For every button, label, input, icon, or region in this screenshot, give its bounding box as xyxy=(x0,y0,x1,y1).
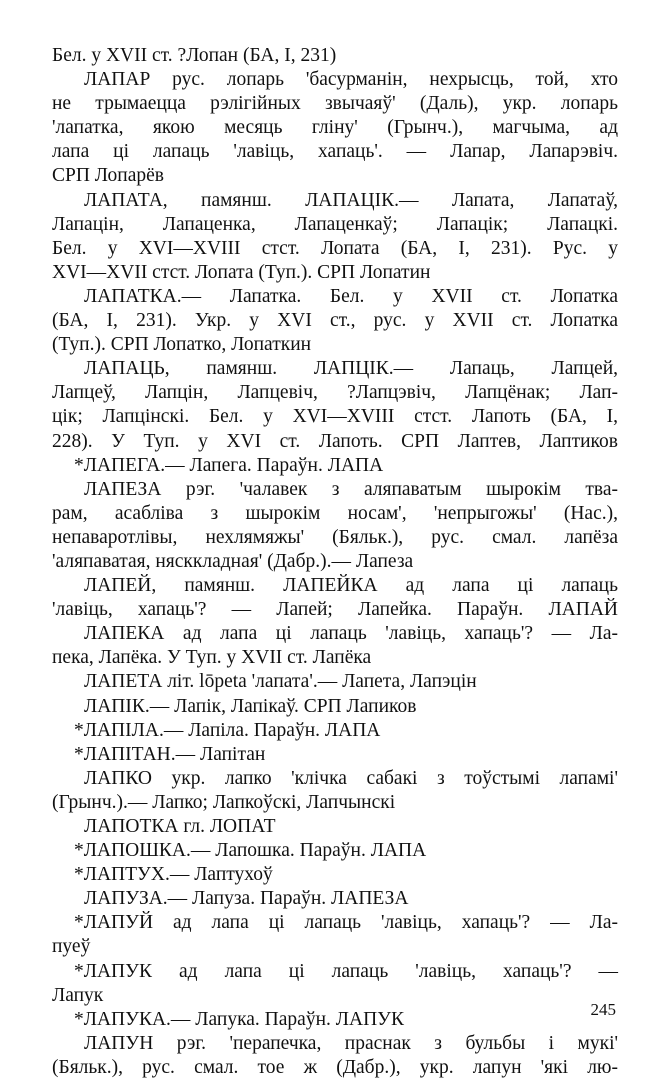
text-line: *ЛАПТУХ.— Лаптухоў xyxy=(74,864,273,886)
text-line: *ЛАПУЙ ад лапа ці лапаць 'лавіць, хапаць'? — Ла- xyxy=(74,912,618,934)
text-line: *ЛАПІТАН.— Лапітан xyxy=(74,743,266,765)
text-line: рам, асабліва з шырокім носам', 'непрыгожы' (Нас.), xyxy=(52,502,618,524)
text-line: *ЛАПУК ад лапа ці лапаць 'лавіць, хапаць'? — xyxy=(74,960,618,982)
text-line: ЛАПЕТА літ. lōpeta 'лапата'.— Лапета, Лапэцін xyxy=(84,671,477,693)
text-line: Лапук xyxy=(52,984,104,1006)
dictionary-page-body xyxy=(52,44,618,1080)
text-line: (БА, I, 231). Укр. у XVI ст., рус. у XVII ст. Лопатка xyxy=(52,310,618,332)
text-line: (Бяльк.), рус. смал. тое ж (Дабр.), укр. лапун 'які лю- xyxy=(52,1056,618,1078)
text-line: ЛАПЕЗА рэг. 'чалавек з аляпаватым шырокім тва- xyxy=(84,478,618,500)
text-line: пека, Лапёка. У Туп. у XVII ст. Лапёка xyxy=(52,647,372,669)
text-line: 'лапатка, якою месяць гліну' (Грынч.), магчыма, ад xyxy=(52,117,618,139)
text-line: *ЛАПОШКА.— Лапошка. Параўн. ЛАПА xyxy=(74,840,427,862)
text-line: *ЛАПІЛА.— Лапіла. Параўн. ЛАПА xyxy=(74,719,381,741)
text-line: лапа ці лапаць 'лавіць, хапаць'. — Лапар, Лапарэвіч. xyxy=(52,141,618,163)
text-line: (Грынч.).— Лапко; Лапкоўскі, Лапчынскі xyxy=(52,791,396,813)
text-line: ЛАПІК.— Лапік, Лапікаў. СРП Лапиков xyxy=(84,695,417,717)
text-line: ЛАПАТА, памянш. ЛАПАЦІК.— Лапата, Лапатаў, xyxy=(84,189,618,211)
text-line: ЛАПАЦЬ, памянш. ЛАПЦІК.— Лапаць, Лапцей, xyxy=(84,358,618,380)
text-line: не трымаецца рэлігійных звычаяў' (Даль), укр. лопарь xyxy=(52,93,618,115)
text-line: XVI—XVII стст. Лопата (Туп.). СРП Лопатин xyxy=(52,261,431,283)
text-line: ЛАПОТКА гл. ЛОПАТ xyxy=(84,816,276,837)
text-line: Лапацін, Лапаценка, Лапаценкаў; Лапацік; Лапацкі. xyxy=(52,213,618,235)
text-line: ЛАПЕКА ад лапа ці лапаць 'лавіць, хапаць'? — Ла- xyxy=(84,623,618,645)
text-line: ЛАПЕЙ, памянш. ЛАПЕЙКА ад лапа ці лапаць xyxy=(84,575,618,597)
text-line: ЛАПАТКА.— Лапатка. Бел. у XVII ст. Лопатка xyxy=(84,285,618,307)
text-line: ЛАПУЗА.— Лапуза. Параўн. ЛАПЕЗА xyxy=(84,888,409,910)
text-line: Бел. у XVI—XVIII стст. Лопата (БА, I, 231). Рус. у xyxy=(52,237,618,259)
text-line: *ЛАПУКА.— Лапука. Параўн. ЛАПУК xyxy=(74,1008,404,1030)
text-line: 'аляпаватая, нясккладная' (Дабр.).— Лапеза xyxy=(52,550,414,572)
text-line: *ЛАПЕГА.— Лапега. Параўн. ЛАПА xyxy=(74,454,384,476)
text-line: непаваротлівы, нехлямяжы' (Бяльк.), рус. смал. лапёза xyxy=(52,526,618,548)
text-line: 'лавіць, хапаць'? — Лапей; Лапейка. Параўн. ЛАПАЙ xyxy=(52,599,618,621)
text-line: ЛАПАР рус. лопарь 'басурманін, нехрысць, той, хто xyxy=(84,69,618,91)
text-line: цік; Лапцінскі. Бел. у XVI—XVIII стст. Лапоть (БА, I, xyxy=(52,406,618,428)
text-line: Лапцеў, Лапцін, Лапцевіч, ?Лапцэвіч, Лапцёнак; Лап- xyxy=(52,382,618,404)
text-line: Бел. у XVII ст. ?Лопан (БА, I, 231) xyxy=(52,45,337,66)
text-line: (Туп.). СРП Лопатко, Лопаткин xyxy=(52,334,312,356)
text-line: ЛАПКО укр. лапко 'клічка сабакі з тоўстымі лапамі' xyxy=(84,767,618,789)
text-line: пуеў xyxy=(52,936,91,958)
page-number: 245 xyxy=(590,1000,616,1019)
text-line: СРП Лопарёв xyxy=(52,165,165,187)
text-line: ЛАПУН рэг. 'перапечка, праснак з бульбы і мукі' xyxy=(84,1032,618,1054)
text-line: 228). У Туп. у XVI ст. Лапоть. СРП Лаптев, Лаптиков xyxy=(52,430,618,452)
